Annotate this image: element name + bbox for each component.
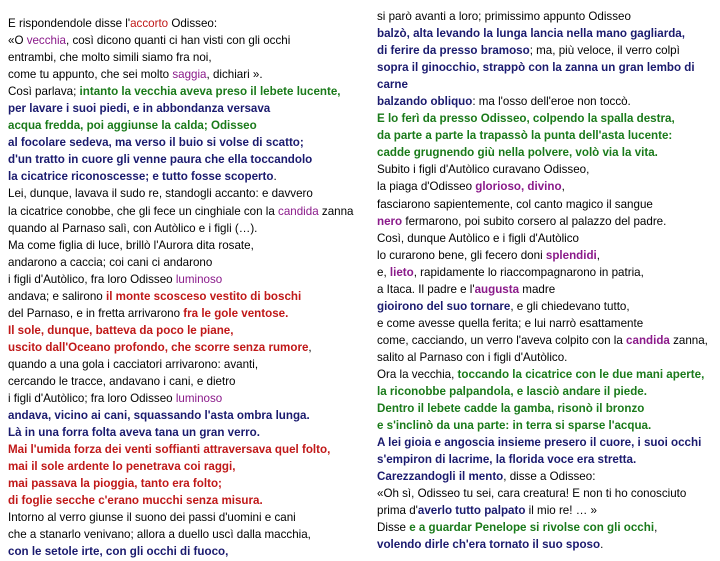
text-segment: glorioso, divino — [475, 180, 562, 194]
text-segment: A lei gioia e angoscia insieme presero il cuore, i suoi occhi — [377, 436, 702, 450]
text-segment: Lei, dunque, lavava il sudo re, standogli accanto: e davvero — [8, 187, 313, 201]
text-segment: cadde grugnendo giù nella polvere, volò via la vita. — [377, 146, 658, 160]
text-segment: . — [600, 538, 604, 552]
text-segment: la cicatrice riconoscesse; e tutto fosse scoperto — [8, 170, 274, 184]
text-line — [377, 485, 715, 502]
text-line — [8, 526, 368, 543]
text-line — [377, 417, 715, 434]
text-line — [377, 434, 715, 451]
text-segment: Così parlava; — [8, 85, 80, 99]
text-line — [8, 271, 368, 288]
text-line — [8, 390, 368, 407]
text-segment: candida — [278, 204, 319, 218]
text-line — [377, 349, 715, 366]
text-line — [8, 168, 368, 185]
text-segment: , — [654, 521, 658, 535]
text-segment: Odisseo: — [168, 17, 218, 30]
text-segment: «Oh sì, Odisseo tu sei, cara creatura! E non ti ho conosciuto — [377, 487, 687, 501]
text-segment: quando al Parnaso salì, con Autòlico e i figli (…). — [8, 221, 258, 235]
text-segment: con le setole irte, con gli occhi di fuoco, — [8, 545, 229, 559]
text-segment: Dentro il lebete cadde la gamba, risonò il bronzo — [377, 402, 645, 416]
text-line — [377, 400, 715, 417]
text-line — [377, 161, 715, 178]
text-segment: si parò avanti a loro; primissimo appunto Odisseo — [377, 10, 631, 23]
text-segment: la riconobbe palpandola, e lasciò andare il piede. — [377, 385, 647, 399]
text-segment: Mai l'umida forza dei venti soffianti attraversava quel folto, — [8, 443, 331, 457]
text-line — [377, 264, 715, 281]
text-segment: s'empiron di lacrime, la florida voce era stretta. — [377, 453, 637, 467]
text-segment: Carezzandogli il mento — [377, 470, 504, 484]
text-line — [377, 196, 715, 213]
text-line — [8, 322, 368, 339]
text-segment: . — [273, 170, 277, 184]
text-line — [8, 83, 368, 100]
text-segment: nero — [377, 214, 403, 228]
text-line — [8, 203, 368, 220]
text-line — [8, 305, 368, 322]
text-segment: d'un tratto in cuore gli venne paura che ella toccandolo — [8, 153, 313, 167]
text-segment: E lo ferì da presso Odisseo, colpendo la spalla destra, — [377, 112, 675, 126]
text-line — [8, 509, 368, 526]
text-segment: la piaga d'Odisseo — [377, 180, 476, 194]
text-segment: uscito dall'Oceano profondo, che scorre senza rumore — [8, 340, 309, 354]
text-line — [377, 332, 715, 349]
text-segment: luminoso — [175, 272, 223, 286]
left-text-column — [8, 15, 368, 561]
text-line — [8, 185, 368, 202]
text-line — [377, 519, 715, 536]
text-segment: luminoso — [175, 392, 223, 406]
text-segment: , rapidamente lo riaccompagnarono in patria, — [413, 265, 644, 279]
text-line — [8, 66, 368, 83]
text-segment: zanna, — [669, 333, 708, 347]
text-segment: di ferire da presso bramoso — [377, 44, 530, 58]
text-segment: , e gli chiedevano tutto, — [510, 299, 630, 313]
text-line — [8, 100, 368, 117]
text-line — [377, 230, 715, 247]
text-line — [377, 42, 715, 59]
text-line — [8, 49, 368, 66]
text-segment: Subito i figli d'Autòlico curavano Odisseo, — [377, 163, 590, 177]
text-segment: , dichiari ». — [206, 68, 263, 82]
text-line — [8, 441, 368, 458]
text-segment: la cicatrice conobbe, che gli fece un cinghiale con la — [8, 204, 279, 218]
text-segment: come tu appunto, che sei molto — [8, 68, 173, 82]
text-segment: fasciarono sapientemente, col canto magico il sangue — [377, 197, 653, 211]
text-line — [8, 32, 368, 49]
text-line — [377, 178, 715, 195]
text-segment: Intorno al verro giunse il suono dei passi d'uomini e cani — [8, 511, 296, 525]
text-segment: intanto la vecchia aveva preso il lebete lucente, — [79, 85, 341, 99]
text-line — [8, 237, 368, 254]
text-segment: volendo dirle ch'era tornato il suo sposo — [377, 538, 601, 552]
text-line — [8, 373, 368, 390]
text-segment: salito al Parnaso con i figli d'Autòlico. — [377, 350, 568, 364]
text-segment: di foglie secche c'erano mucchi senza misura. — [8, 494, 263, 508]
text-line — [8, 288, 368, 305]
text-segment: e, — [377, 265, 390, 279]
text-line — [8, 151, 368, 168]
text-line — [377, 366, 715, 383]
text-segment: Disse — [377, 521, 410, 535]
text-segment: da parte a parte la trapassò la punta dell'asta lucente: — [377, 129, 673, 143]
text-segment: come, cacciando, un verro l'aveva colpito con la — [377, 333, 627, 347]
text-segment: averlo tutto palpato — [417, 504, 526, 518]
text-line — [8, 117, 368, 134]
text-segment: candida — [626, 333, 670, 347]
text-segment: Così, dunque Autòlico e i figli d'Autòlico — [377, 231, 580, 245]
text-segment: vecchia — [26, 34, 66, 48]
text-line — [377, 127, 715, 144]
text-line — [8, 492, 368, 509]
text-line — [377, 468, 715, 485]
text-line — [8, 254, 368, 271]
text-line — [8, 424, 368, 441]
text-line — [377, 298, 715, 315]
text-line — [8, 475, 368, 492]
text-line — [377, 8, 715, 25]
text-segment: : ma l'osso dell'eroe non toccò. — [472, 95, 631, 109]
text-segment: splendidi — [545, 248, 597, 262]
text-line — [377, 110, 715, 127]
text-segment: i figli d'Autòlico; fra loro Odisseo — [8, 392, 176, 406]
right-text-column — [377, 8, 715, 554]
text-segment: toccando la cicatrice con le due mani aperte, — [457, 367, 705, 381]
text-segment: ; ma, più veloce, il verro colpì — [529, 44, 680, 58]
text-segment: balzò, alta levando la lunga lancia nella mano gagliarda, — [377, 27, 685, 41]
text-line — [377, 93, 715, 110]
text-line — [377, 536, 715, 553]
text-line — [377, 383, 715, 400]
text-segment: prima d' — [377, 504, 418, 518]
text-line — [377, 59, 715, 76]
text-segment: , — [308, 340, 312, 354]
text-line — [377, 144, 715, 161]
text-segment: Ma come figlia di luce, brillò l'Aurora dita rosate, — [8, 238, 254, 252]
text-segment: , — [596, 248, 600, 262]
text-segment: il monte scosceso vestito di boschi — [105, 289, 302, 303]
text-segment: e a guardar Penelope si rivolse con gli occhi — [409, 521, 655, 535]
text-segment: saggia — [172, 68, 207, 82]
text-segment: accorto — [130, 17, 169, 30]
text-segment: che a stanarlo venivano; allora a duello uscì dalla macchia, — [8, 528, 311, 542]
text-line — [377, 25, 715, 42]
text-line — [8, 407, 368, 424]
text-segment: a Itaca. Il padre e l' — [377, 282, 475, 296]
text-segment: zanna — [318, 204, 354, 218]
text-line — [8, 220, 368, 237]
text-segment: per lavare i suoi piedi, e in abbondanza versava — [8, 102, 271, 116]
text-segment: acqua fredda, poi aggiunse la calda; Odisseo — [8, 119, 257, 133]
text-line — [8, 134, 368, 151]
text-segment: Il sole, dunque, batteva da poco le piane, — [8, 323, 234, 337]
text-segment: e come avesse quella ferita; e lui narrò esattamente — [377, 316, 644, 330]
text-line — [377, 281, 715, 298]
text-segment: i figli d'Autòlico, fra loro Odisseo — [8, 272, 176, 286]
text-segment: il mio re! … » — [525, 504, 597, 518]
text-segment: fra le gole ventose. — [183, 306, 289, 320]
text-segment: lieto — [389, 265, 414, 279]
text-segment: cercando le tracce, andavano i cani, e dietro — [8, 374, 236, 388]
text-segment: E rispondendole disse l' — [8, 17, 131, 30]
text-segment: carne — [377, 78, 408, 92]
text-segment: gioirono del suo tornare — [377, 299, 511, 313]
text-line — [8, 458, 368, 475]
text-segment: andarono a caccia; coi cani ci andarono — [8, 255, 213, 269]
text-segment: lo curarono bene, gli fecero doni — [377, 248, 546, 262]
text-segment: andava; e salirono — [8, 289, 106, 303]
text-line — [377, 213, 715, 230]
text-line — [377, 502, 715, 519]
text-segment: , così dicono quanti ci han visti con gli occhi — [66, 34, 291, 48]
text-segment: augusta — [474, 282, 520, 296]
text-segment: Là in una forra folta aveva tana un gran verro. — [8, 426, 260, 440]
text-segment: entrambi, che molto simili siamo fra noi, — [8, 51, 212, 65]
text-segment: , disse a Odisseo: — [503, 470, 596, 484]
text-segment: e s'inclinò da una parte: in terra si sparse l'acqua. — [377, 419, 652, 433]
text-segment: madre — [519, 282, 556, 296]
text-segment: quando a una gola i cacciatori arrivarono: avanti, — [8, 357, 259, 371]
text-segment: Ora la vecchia, — [377, 367, 458, 381]
text-line — [377, 76, 715, 93]
text-segment: al focolare sedeva, ma verso il buio si volse di scatto; — [8, 136, 304, 150]
text-line — [377, 315, 715, 332]
text-line — [377, 247, 715, 264]
text-segment: balzando obliquo — [377, 95, 473, 109]
text-segment: , — [561, 180, 565, 194]
text-segment: sopra il ginocchio, strappò con la zanna un gran lembo di — [377, 61, 695, 75]
text-line — [377, 451, 715, 468]
text-line — [8, 543, 368, 560]
text-line — [8, 356, 368, 373]
text-line — [8, 339, 368, 356]
text-segment: «O — [8, 34, 27, 48]
text-segment: fermarono, poi subito corsero al palazzo del padre. — [402, 214, 667, 228]
text-line — [8, 15, 368, 32]
text-segment: del Parnaso, e in fretta arrivarono — [8, 306, 184, 320]
text-segment: mai il sole ardente lo penetrava coi raggi, — [8, 460, 236, 474]
text-segment: andava, vicino ai cani, squassando l'asta ombra lunga. — [8, 409, 310, 423]
text-segment: mai passava la pioggia, tanto era folto; — [8, 477, 222, 491]
